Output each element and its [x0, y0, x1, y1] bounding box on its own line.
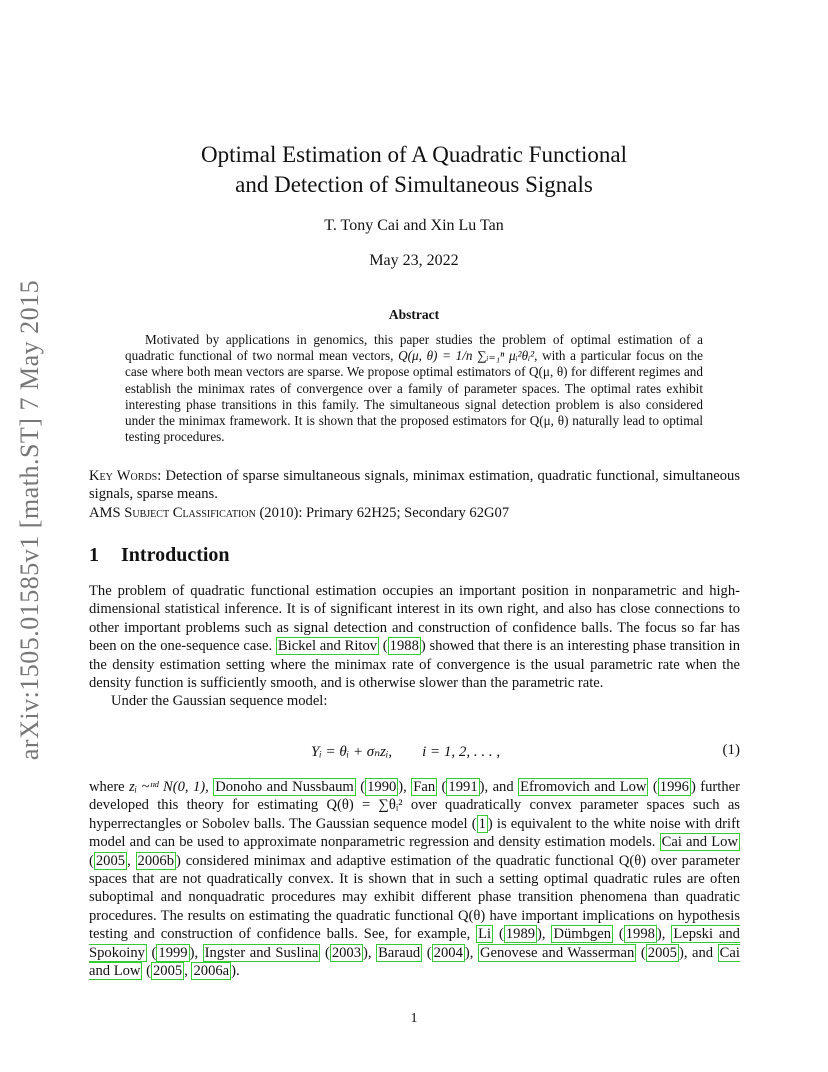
keywords-label: Key Words — [89, 468, 158, 484]
section-title: Introduction — [121, 544, 230, 566]
abstract-part-2: , with a particular focus on the case where both mean vectors are sparse. We propose optimal estimators of Q(μ, θ) for different regimes and establish the minimax rates of convergence over a family of parameter spaces. The optimal rates exhibit interesting phase transitions in this family. The simultaneous signal detection problem is also considered under the minimax framework. It is shown that the proposed estimators for Q(μ, θ) naturally lead to optimal testing procedures. — [125, 348, 703, 445]
citation-year-link[interactable]: 2006b — [137, 852, 175, 869]
equation-body: Yᵢ = θᵢ + σₙzᵢ, i = 1, 2, . . . , — [311, 744, 501, 760]
citation-link[interactable]: Lepski and Spokoiny — [89, 926, 740, 961]
citation-year-link[interactable]: 2004 — [433, 944, 463, 961]
body-text: further developed this theory for estimating Q(θ) = ∑θᵢ² over quadratically convex parameter spaces such as hyperrectangles or Sobolev balls. The Gaussian sequence model ( — [89, 779, 740, 832]
citation-year-link[interactable]: 2003 — [331, 944, 361, 961]
citation-year-link[interactable]: 1996 — [659, 779, 689, 795]
citation-link[interactable]: Bickel and Ritov — [277, 638, 378, 655]
body-formula: zᵢ ~ᶦᶦᵈ N(0, 1), — [129, 779, 214, 795]
keywords-text: : Detection of sparse simultaneous signals, minimax estimation, quadratic functional, simultaneous signals, sparse means. — [89, 468, 740, 503]
citation-link[interactable]: Donoho and Nussbaum — [215, 779, 354, 795]
citation-year-link[interactable]: 2006a — [193, 963, 230, 980]
citation-link[interactable]: Baraud — [378, 944, 421, 961]
citation-year-link[interactable]: 2005 — [95, 852, 126, 869]
intro-text: showed that there is an interesting phase transition in the density estimation setting where the minimax rate of convergence is the usual parametric rate when the density function is sufficiently smooth, and is otherwise slower than the parametric rate. — [89, 638, 740, 692]
abstract-text — [125, 332, 703, 445]
equation-number: (1) — [722, 742, 740, 758]
body-paragraph: where zᵢ ~ᶦᶦᵈ N(0, 1), Donoho and Nussbaum ( 1990 ), Fan ( 1991 ), and Efromovich and Low ( 1996 ) further developed this theory for estimating Q(θ) = ∑θᵢ² over quadratically convex parameter spaces such as hyperrectangles or Sobolev balls. The Gaussian sequence model ( 1 ) is equivalent to the white noise with drift model and can be used to approximate nonparametric regression and density estimation models. Cai and Low ( 2005 , 2006b ) considered minimax and adaptive estimation of the quadratic functional Q(θ) over parameter spaces that are not quadratically convex. It is shown that in such a setting optimal quadratic rules are often suboptimal and nonquadratic procedures may exhibit different phase transition phenomena than quadratic procedures. The results on estimating the quadratic functional Q(θ) have important implications on hypothesis testing and construction of confidence balls. See, for example, Li ( 1989 ), Dümbgen ( 1998 ), Lepski and Spokoiny ( 1999 ), Ingster and Suslina ( 2003 ), Baraud ( 2004 ), Genovese and Wasserman ( 2005 ), and Cai and Low ( 2005 , 2006a ). — [89, 779, 741, 980]
abstract-part-1: Motivated by applications in genomics, this paper studies the problem of optimal estimation of a quadratic functional of two normal mean vectors, — [125, 332, 703, 364]
citation-link[interactable]: Cai and Low — [661, 834, 738, 851]
abstract-heading: Abstract — [388, 307, 440, 322]
citation-link[interactable]: Ingster and Suslina — [204, 944, 319, 961]
equation-1 — [89, 742, 740, 764]
body-text: , and — [484, 779, 519, 795]
arxiv-identifier: arXiv:1505.01585v1 [math.ST] 7 May 2015 — [15, 279, 44, 761]
section-number: 1 — [89, 544, 99, 566]
citation-link[interactable]: Dümbgen — [553, 926, 611, 943]
page-number: 1 — [410, 1011, 418, 1026]
title-line-2: and Detection of Simultaneous Signals — [235, 172, 593, 197]
citation-year-link[interactable]: 2005 — [153, 963, 183, 980]
date: May 23, 2022 — [369, 252, 459, 269]
intro-paragraph — [89, 582, 740, 711]
body-text: where — [89, 779, 130, 795]
citation-link[interactable]: Fan — [413, 779, 436, 795]
arxiv-stamp — [10, 270, 50, 770]
citation-year-link[interactable]: 2005 — [647, 944, 677, 961]
section-heading — [89, 544, 230, 567]
ams-line — [89, 504, 740, 522]
citation-link[interactable]: Genovese and Wasserman — [479, 944, 635, 961]
ams-label: AMS Subject Classification — [89, 504, 256, 521]
citation-year-link[interactable]: 1998 — [625, 926, 655, 943]
title-line-1: Optimal Estimation of A Quadratic Functional — [200, 142, 628, 167]
intro-p2: Under the Gaussian sequence model: — [111, 693, 328, 710]
body-text: considered minimax and adaptive estimation of the quadratic functional Q(θ) over parameter spaces that are not quadratically convex. It is shown that in such a setting optimal quadratic rules are often suboptimal and nonquadratic procedures may exhibit different phase transition phenomena than quadratic procedures. The results on estimating the quadratic functional Q(θ) have important implications on hypothesis testing and construction of confidence balls. See, for example, — [89, 852, 741, 943]
citation-link[interactable]: Efromovich and Low — [520, 779, 647, 795]
intro-text: The problem of quadratic functional estimation occupies an important position in nonparametric and high-dimensional statistical inference. It is of significant interest in its own right, and also has close connections to other important problems such as signal detection and construction of confidence balls. The focus so far has been on the one-sequence case. — [89, 583, 740, 655]
intro-p1: The problem of quadratic functional estimation occupies an important position in nonparametric and high-dimensional statistical inference. It is of significant interest in its own right, and also has close connections to other important problems such as signal detection and construction of confidence balls. The focus so far has been on the one-sequence case. Bickel and Ritov ( 1988 ) showed that there is an interesting phase transition in the density estimation setting where the minimax rate of convergence is the usual parametric rate when the density function is sufficiently smooth, and is otherwise slower than the parametric rate. — [89, 583, 740, 692]
ams-text: (2010): Primary 62H25; Secondary 62G07 — [255, 504, 510, 521]
keywords-line — [89, 467, 740, 504]
abstract-formula: Q(μ, θ) = 1/n ∑ᵢ₌₁ⁿ μᵢ²θᵢ² — [398, 348, 535, 364]
citation-year-link[interactable]: 1991 — [448, 779, 478, 795]
equation-ref-link[interactable]: 1 — [478, 815, 486, 832]
citation-year-link[interactable]: 1989 — [505, 926, 536, 943]
citation-link[interactable]: Li — [478, 926, 492, 943]
authors: T. Tony Cai and Xin Lu Tan — [324, 217, 504, 234]
citation-link[interactable]: Cai and Low — [89, 944, 740, 980]
citation-year-link[interactable]: 1999 — [158, 944, 188, 961]
citation-year-link[interactable]: 1990 — [367, 779, 397, 795]
keywords-block — [89, 467, 740, 522]
citation-year-link[interactable]: 1988 — [389, 638, 419, 655]
body-text: ) is equivalent to the white noise with drift model and can be used to approximate nonparametric regression and density estimation models. — [89, 815, 741, 851]
paper-title — [130, 140, 698, 200]
